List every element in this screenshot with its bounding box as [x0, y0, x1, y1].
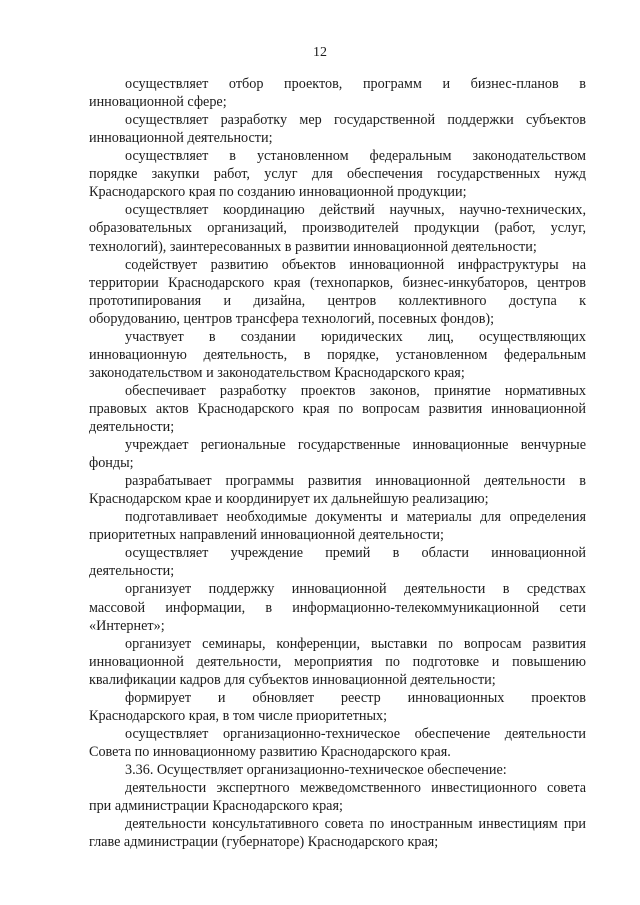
text-line: осуществляет координацию действий научных, научно-технических, [125, 202, 586, 219]
text-line: образовательных организаций, производителей продукции (работ, услуг, [89, 220, 586, 237]
text-line: подготавливает необходимые документы и материалы для определения [125, 509, 586, 526]
text-line: формирует и обновляет реестр инновационных проектов [125, 689, 586, 706]
text-line: Краснодарского края по созданию инновационной продукции; [89, 184, 467, 201]
text-line: массовой информации, в информационно-телекоммуникационной сети [89, 599, 586, 616]
text-line: осуществляет отбор проектов, программ и бизнес-планов в [125, 76, 586, 92]
text-line: 3.36. Осуществляет организационно-техническое обеспечение: [125, 761, 507, 778]
text-line: Совета по инновационному развитию Краснодарского края. [89, 743, 451, 760]
text-line: осуществляет разработку мер государственной поддержки субъектов [125, 112, 586, 129]
text-line: деятельности экспертного межведомственного инвестиционного совета [125, 780, 586, 796]
text-line: при администрации Краснодарского края; [89, 798, 343, 814]
text-line: деятельности; [89, 563, 175, 580]
text-line: инновационную деятельность, в порядке, установленном федеральным [89, 346, 586, 363]
text-line: организует поддержку инновационной деятельности в средствах [125, 581, 586, 598]
text-line: организует семинары, конференции, выставки по вопросам развития [125, 635, 586, 652]
text-line: прототипирования и дизайна, центров коллективного доступа к [89, 292, 586, 309]
text-line: приоритетных направлений инновационной деятельности; [89, 527, 444, 544]
text-line: осуществляет в установленном федеральным законодательством [125, 148, 586, 165]
text-line: порядке закупки работ, услуг для обеспечения государственных нужд [89, 166, 586, 183]
text-line: обеспечивает разработку проектов законов, принятие нормативных [125, 382, 586, 399]
text-line: учреждает региональные государственные инновационные венчурные [125, 437, 586, 453]
text-line: деятельности; [89, 418, 175, 435]
text-line: инновационной сфере; [89, 94, 227, 110]
text-line: правовых актов Краснодарского края по вопросам развития инновационной [89, 400, 586, 417]
text-line: оборудованию, центров трансфера технологий, посевных фондов); [89, 310, 495, 327]
text-line: деятельности консультативного совета по иностранным инвестициям при [125, 816, 586, 833]
text-line: территории Краснодарского края (технопарков, бизнес-инкубаторов, центров [89, 274, 586, 291]
text-line: разрабатывает программы развития инновационной деятельности в [125, 473, 586, 490]
text-line: фонды; [89, 455, 134, 472]
text-line: Краснодарском крае и координирует их дальнейшую реализацию; [89, 491, 489, 508]
page-number: 12 [313, 45, 327, 60]
text-line: инновационной деятельности; [89, 130, 273, 147]
text-line: осуществляет организационно-техническое обеспечение деятельности [125, 725, 586, 742]
text-line: технологий), заинтересованных в развитии инновационной деятельности; [89, 238, 537, 255]
text-line: квалификации кадров для субъектов инновационной деятельности; [89, 671, 496, 688]
text-line: законодательством и законодательством Краснодарского края; [89, 364, 465, 381]
text-line: содействует развитию объектов инновационной инфраструктуры на [125, 256, 586, 273]
text-line: инновационной деятельности, мероприятия по подготовке и повышению [89, 653, 586, 670]
text-line: главе администрации (губернаторе) Краснодарского края; [89, 834, 439, 851]
text-line: осуществляет учреждение премий в области инновационной [125, 545, 586, 562]
text-line: участвует в создании юридических лиц, осуществляющих [125, 328, 586, 345]
text-line: Краснодарского края, в том числе приоритетных; [89, 707, 388, 724]
text-line: «Интернет»; [89, 617, 165, 634]
